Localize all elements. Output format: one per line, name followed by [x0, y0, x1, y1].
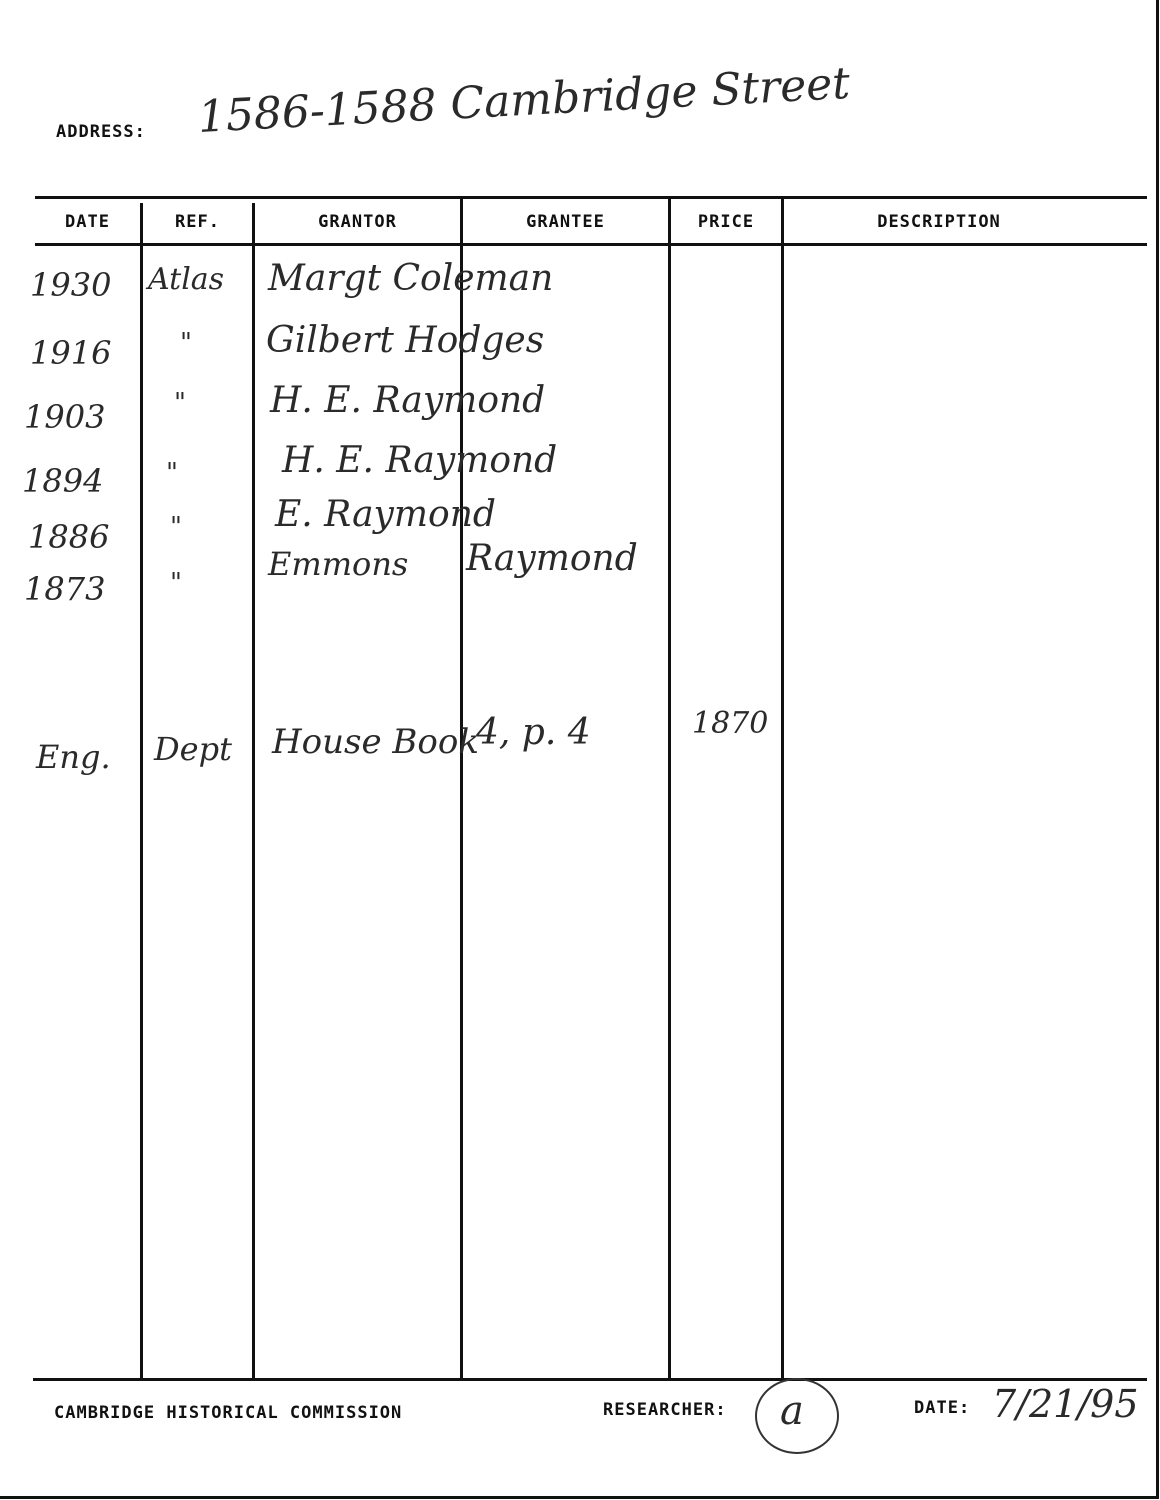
- grantor-cell: Gilbert Hodges: [266, 320, 545, 361]
- grantor-cell: House Book: [272, 722, 479, 762]
- ref-cell: Atlas: [148, 262, 225, 297]
- column-header-grantor: GRANTOR: [318, 212, 397, 232]
- date-value: 7/21/95: [992, 1382, 1139, 1426]
- column-header-price: PRICE: [697, 212, 755, 232]
- date-cell: 1930: [30, 266, 112, 304]
- table-bottom-rule: [33, 1378, 1147, 1381]
- column-divider-price: [781, 196, 784, 1378]
- date-label: DATE:: [914, 1398, 971, 1418]
- column-divider-date: [140, 203, 143, 1378]
- column-header-description: DESCRIPTION: [877, 212, 1001, 232]
- table-top-rule: [35, 196, 1147, 199]
- grantor-cell: H. E. Raymond: [282, 440, 558, 481]
- grantor-cell: E. Raymond: [275, 494, 496, 535]
- date-cell: 1886: [28, 518, 110, 556]
- address-label: ADDRESS:: [56, 122, 146, 142]
- date-cell: 1894: [22, 462, 104, 500]
- grantee-cell: Raymond: [466, 538, 638, 579]
- date-cell: 1873: [24, 570, 106, 608]
- column-divider-grantee: [668, 196, 671, 1378]
- address-value: 1586-1588 Cambridge Street: [196, 57, 852, 143]
- column-header-date: DATE: [65, 212, 110, 232]
- date-cell: 1903: [24, 398, 106, 436]
- ref-cell: Dept: [154, 730, 232, 768]
- researcher-value: a: [780, 1388, 804, 1434]
- grantor-cell: Margt Coleman: [268, 258, 554, 299]
- grantee-cell: 4, p. 4: [476, 712, 591, 753]
- column-divider-ref: [252, 203, 255, 1378]
- date-cell: 1916: [30, 334, 112, 372]
- ref-cell: ": [174, 388, 186, 418]
- column-header-grantee: GRANTEE: [526, 212, 605, 232]
- researcher-label: RESEARCHER:: [603, 1400, 727, 1420]
- column-header-ref: REF.: [175, 212, 220, 232]
- ref-cell: ": [170, 568, 182, 598]
- column-divider-grantor: [460, 196, 463, 1378]
- ref-cell: ": [170, 512, 182, 542]
- grantor-cell: Emmons: [268, 545, 409, 583]
- commission-name: CAMBRIDGE HISTORICAL COMMISSION: [54, 1403, 403, 1423]
- date-cell: Eng.: [36, 738, 111, 776]
- ref-cell: ": [180, 328, 192, 358]
- price-cell: 1870: [692, 706, 769, 741]
- table-header-rule: [35, 243, 1147, 246]
- grantor-cell: H. E. Raymond: [270, 380, 546, 421]
- ref-cell: ": [166, 458, 178, 488]
